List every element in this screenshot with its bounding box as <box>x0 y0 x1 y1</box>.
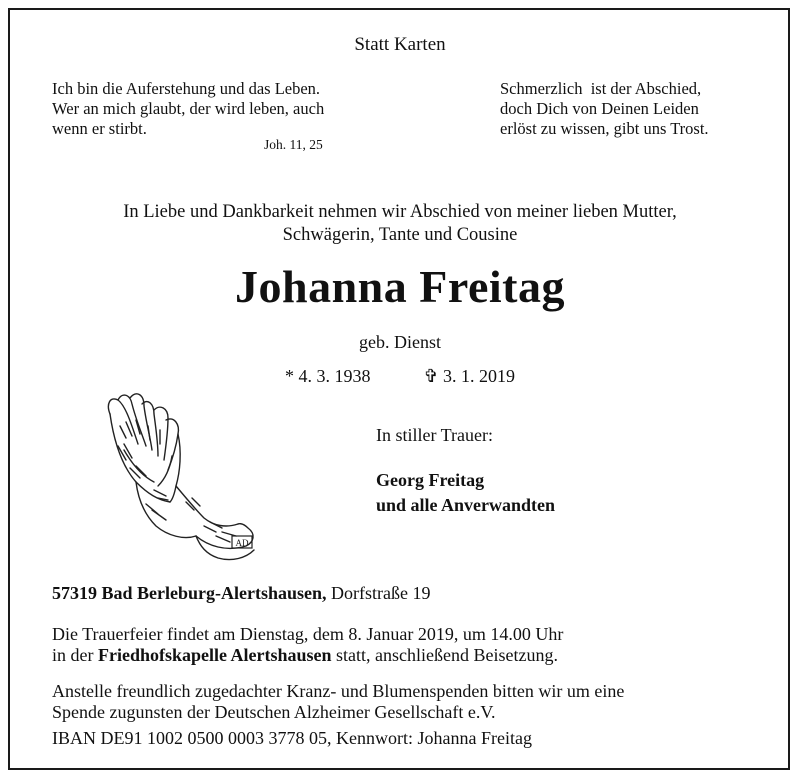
mourner-name: Georg Freitag <box>376 470 485 490</box>
birth-date: * 4. 3. 1938 <box>284 366 371 386</box>
ceremony-text <box>52 624 772 666</box>
praying-hands-icon <box>96 386 268 564</box>
verse-left-line: wenn er stirbt. <box>52 119 147 138</box>
intro-text <box>0 201 800 247</box>
ceremony-line-1: Die Trauerfeier findet am Dienstag, dem 8. Januar 2019, um 14.00 Uhr <box>52 624 564 644</box>
address-line <box>52 583 772 604</box>
mourning-label: In stiller Trauer: <box>376 425 493 445</box>
birth-name: geb. Dienst <box>359 332 441 352</box>
verse-left <box>52 79 392 139</box>
intro-line-2: Schwägerin, Tante und Cousine <box>282 225 518 245</box>
ceremony-line-2 <box>52 645 772 666</box>
life-dates <box>0 366 800 387</box>
monogram-signature <box>232 536 252 548</box>
address-street: Dorfstraße 19 <box>326 583 431 603</box>
verse-right-line: doch Dich von Deinen Leiden <box>500 99 699 118</box>
address-place: 57319 Bad Berleburg-Alertshausen, <box>52 583 327 603</box>
statt-karten-heading: Statt Karten <box>354 34 446 55</box>
ceremony-suffix: statt, anschließend Beisetzung. <box>331 645 558 665</box>
donation-line-1: Anstelle freundlich zugedachter Kranz- und Blumenspenden bitten wir um eine <box>52 681 625 701</box>
verse-left-line: Wer an mich glaubt, der wird leben, auch <box>52 99 325 118</box>
verse-right-line: erlöst zu wissen, gibt uns Trost. <box>500 119 709 138</box>
verse-reference: Joh. 11, 25 <box>264 137 323 152</box>
death-date: ✞ 3. 1. 2019 <box>423 366 516 386</box>
mourner-name: und alle Anverwandten <box>376 495 556 515</box>
intro-line-1: In Liebe und Dankbarkeit nehmen wir Abschied von meiner lieben Mutter, <box>123 202 677 222</box>
deceased-name: Johanna Freitag <box>235 261 565 312</box>
svg-text:AD: AD <box>235 538 249 548</box>
ceremony-location: Friedhofskapelle Alertshausen <box>97 645 332 665</box>
verse-right <box>500 79 790 139</box>
iban-line: IBAN DE91 1002 0500 0003 3778 05, Kennwort: Johanna Freitag <box>52 728 532 748</box>
donation-line-2: Spende zugunsten der Deutschen Alzheimer Gesellschaft e.V. <box>52 702 496 722</box>
verse-left-line: Ich bin die Auferstehung und das Leben. <box>52 79 321 98</box>
ceremony-prefix: in der <box>52 645 98 665</box>
donation-text <box>52 681 772 723</box>
mourner-names <box>376 468 555 518</box>
verse-right-line: Schmerzlich ist der Abschied, <box>500 79 702 98</box>
